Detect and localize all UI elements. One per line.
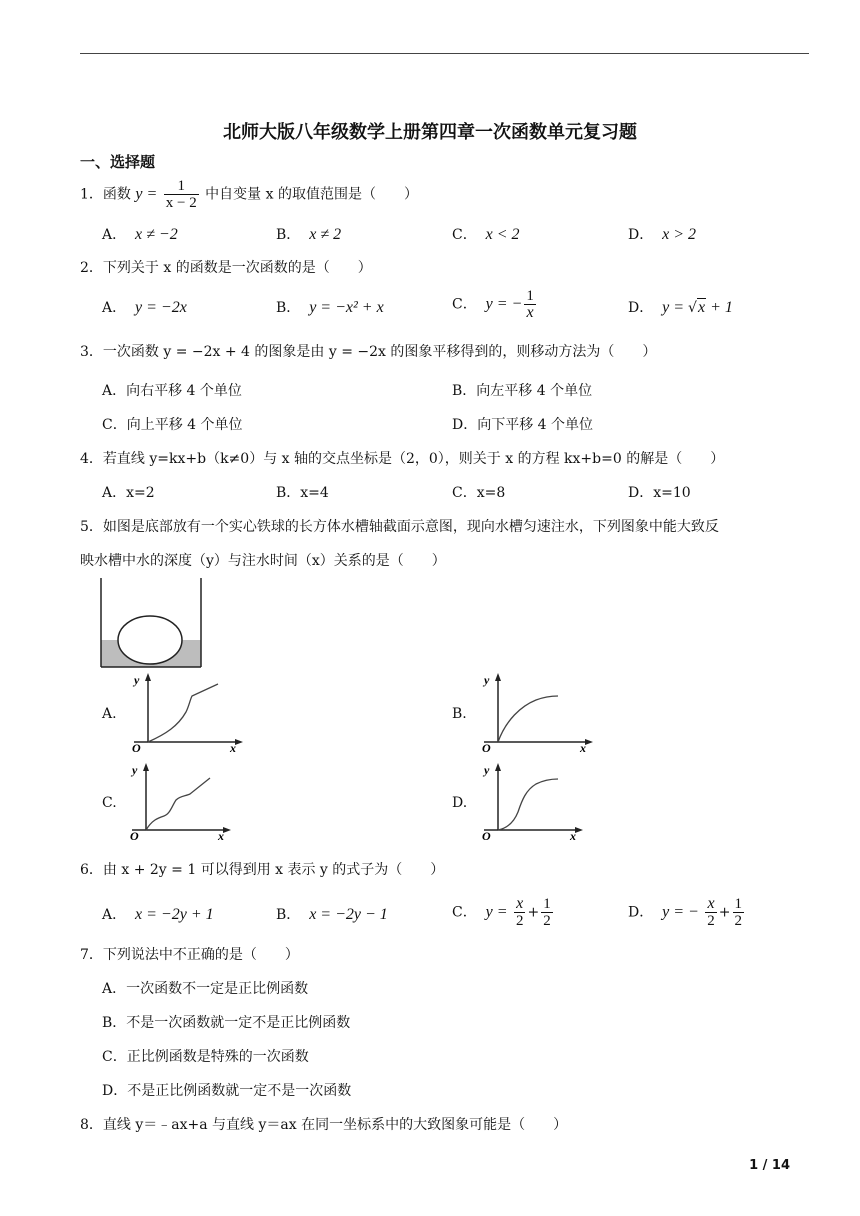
q2-option-c[interactable]: C． y = − $\frac{1}{x}$ xyxy=(452,288,534,321)
question-6: 6．由 x + 2y = 1 可以得到用 x 表示 y 的式子为（ ） xyxy=(80,862,445,878)
graph-a-x-label: x xyxy=(230,741,236,754)
q5-label-d[interactable]: D. xyxy=(452,795,468,811)
water-tank-figure xyxy=(100,578,202,670)
q6-option-b[interactable]: B． x = −2y − 1 xyxy=(276,906,388,923)
q3-option-c[interactable]: C．向上平移 4 个单位 xyxy=(102,417,243,433)
q1-den: x − 2 xyxy=(165,195,197,211)
question-1 xyxy=(80,178,418,211)
q1-suffix: 中自变量 x 的取值范围是（ ） xyxy=(205,186,418,203)
q5-graph-a[interactable] xyxy=(126,670,246,754)
question-8: 8．直线 y＝﹣ax+a 与直线 y＝ax 在同一坐标系中的大致图象可能是（ ） xyxy=(80,1117,568,1133)
q1-option-c[interactable]: C． x < 2 xyxy=(452,226,520,243)
question-3: 3．一次函数 y = −2x + 4 的图象是由 y = −2x 的图象平移得到的，则移动方法为（ ） xyxy=(80,344,657,360)
q7-option-d[interactable]: D．不是正比例函数就一定不是一次函数 xyxy=(102,1083,352,1099)
page-title: 北师大版八年级数学上册第四章一次函数单元复习题 xyxy=(223,122,637,143)
q5-label-c[interactable]: C. xyxy=(102,795,117,811)
q4-option-b[interactable]: B．x=4 xyxy=(276,485,329,501)
q5-label-a[interactable]: A. xyxy=(102,706,117,722)
q4-option-d[interactable]: D．x=10 xyxy=(628,485,691,501)
question-2: 2．下列关于 x 的函数是一次函数的是（ ） xyxy=(80,260,372,276)
graph-c-y-label: y xyxy=(132,763,138,777)
q5-graph-c[interactable] xyxy=(124,760,236,842)
q2-option-a[interactable]: A． y = −2x xyxy=(102,299,187,316)
q6-option-c[interactable]: C． y = $\frac{x}{2}$ + $\frac{1}{2}$ xyxy=(452,895,551,929)
graph-d-y-label: y xyxy=(484,763,490,777)
page-number: 1 / 14 xyxy=(749,1158,790,1173)
q3-option-b[interactable]: B．向左平移 4 个单位 xyxy=(452,383,593,399)
question-5-line2: 映水槽中水的深度（y）与注水时间（x）关系的是（ ） xyxy=(80,553,446,569)
graph-c-origin: O xyxy=(130,829,139,842)
header-rule xyxy=(80,53,809,54)
q3-option-d[interactable]: D．向下平移 4 个单位 xyxy=(452,417,594,433)
q6-option-a[interactable]: A． x = −2y + 1 xyxy=(102,906,214,923)
q1-option-b[interactable]: B． x ≠ 2 xyxy=(276,226,342,243)
graph-d-origin: O xyxy=(482,829,491,842)
q5-label-b[interactable]: B. xyxy=(452,706,467,722)
q2-option-b[interactable]: B． y = −x² + x xyxy=(276,299,384,316)
graph-b-x-label: x xyxy=(580,741,586,754)
q5-graph-b[interactable] xyxy=(476,670,596,754)
q1-option-a[interactable]: A． x ≠ −2 xyxy=(102,226,178,243)
graph-a-y-label: y xyxy=(134,673,140,687)
question-4: 4．若直线 y=kx+b（k≠0）与 x 轴的交点坐标是（2，0），则关于 x 的方程 kx+b=0 的解是（ ） xyxy=(80,451,725,467)
q1-num: 1 xyxy=(177,178,185,194)
q7-option-a[interactable]: A．一次函数不一定是正比例函数 xyxy=(102,981,309,997)
q5-graph-d[interactable] xyxy=(476,760,588,842)
graph-c-x-label: x xyxy=(218,829,224,842)
q1-option-d[interactable]: D． x > 2 xyxy=(628,226,697,243)
q6-option-d[interactable]: D． y = − $\frac{x}{2}$ + $\frac{1}{2}$ xyxy=(628,895,743,929)
q1-fraction xyxy=(164,178,199,211)
graph-b-origin: O xyxy=(482,741,491,754)
graph-a-origin: O xyxy=(132,741,141,754)
q1-func: y = xyxy=(135,185,158,203)
q3-option-a[interactable]: A．向右平移 4 个单位 xyxy=(102,383,242,399)
q7-option-c[interactable]: C．正比例函数是特殊的一次函数 xyxy=(102,1049,309,1065)
graph-b-y-label: y xyxy=(484,673,490,687)
q4-option-a[interactable]: A．x=2 xyxy=(102,485,155,501)
question-5-line1: 5．如图是底部放有一个实心铁球的长方体水槽轴截面示意图，现向水槽匀速注水，下列图象中能大致反 xyxy=(80,519,719,535)
section-heading: 一、选择题 xyxy=(80,153,156,171)
q1-prefix: 1．函数 xyxy=(80,186,131,203)
q4-option-c[interactable]: C．x=8 xyxy=(452,485,506,501)
q7-option-b[interactable]: B．不是一次函数就一定不是正比例函数 xyxy=(102,1015,351,1031)
graph-d-x-label: x xyxy=(570,829,576,842)
question-7: 7．下列说法中不正确的是（ ） xyxy=(80,947,299,963)
q2-option-d[interactable]: D． y = √x + 1 xyxy=(628,299,733,316)
